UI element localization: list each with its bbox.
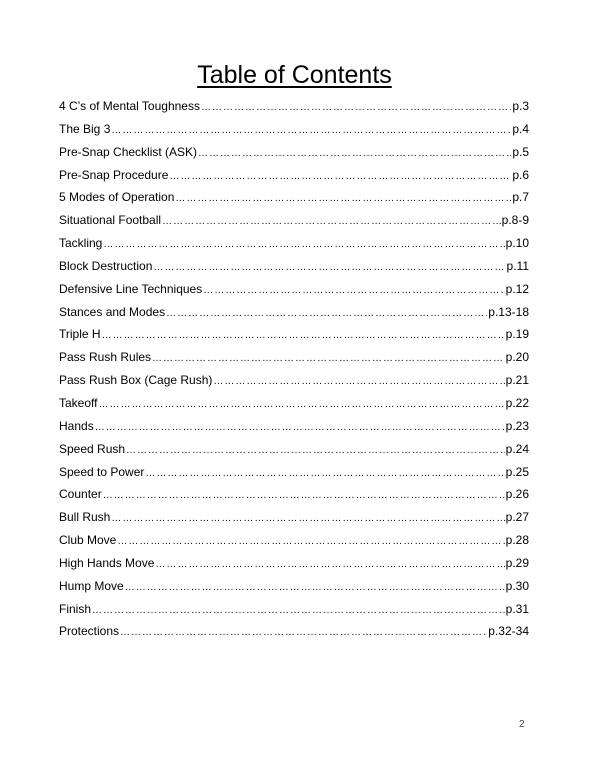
toc-entry-page: p.30 <box>505 578 529 593</box>
toc-entry-label: 4 C’s of Mental Toughness <box>59 99 200 113</box>
toc-dot-leader <box>169 166 511 187</box>
toc-entry-label: Stances and Modes <box>59 304 166 319</box>
toc-entry <box>59 118 529 141</box>
toc-entry-page: p.20 <box>505 350 529 365</box>
toc-entry <box>59 369 529 392</box>
toc-entry <box>59 438 529 461</box>
toc-entry-label: Club Move <box>59 533 117 548</box>
toc-entry-label: Tackling <box>59 236 103 251</box>
toc-dot-leader <box>125 577 505 598</box>
toc-entry-page: p.27 <box>505 510 529 525</box>
toc-entry-page: p.22 <box>505 395 529 410</box>
toc-entry-page: p.11 <box>506 258 529 273</box>
table-of-contents <box>59 95 529 643</box>
toc-entry-label: Counter <box>59 487 102 502</box>
toc-dot-leader <box>198 143 511 164</box>
toc-entry <box>59 255 529 278</box>
toc-entry-page: p.13-18 <box>488 304 529 319</box>
toc-entry-label: Takeoff <box>59 395 98 410</box>
toc-dot-leader <box>103 234 504 255</box>
toc-entry <box>59 575 529 598</box>
toc-entry-label: Pre-Snap Checklist (ASK) <box>59 144 198 159</box>
toc-entry-page: p.21 <box>505 373 529 388</box>
toc-dot-leader <box>153 257 505 278</box>
toc-entry-label: Hands <box>59 418 94 433</box>
toc-entry-label: Bull Rush <box>59 510 111 525</box>
toc-dot-leader <box>203 280 504 301</box>
toc-entry <box>59 95 529 118</box>
toc-dot-leader <box>95 417 505 438</box>
toc-entry-page: p.3 <box>512 99 529 113</box>
page-title: Table of Contents <box>197 61 392 89</box>
toc-entry-label: Protections <box>59 624 120 639</box>
toc-entry-label: Finish <box>59 601 92 616</box>
toc-entry-label: Pass Rush Box (Cage Rush) <box>59 373 213 388</box>
toc-entry-label: Pass Rush Rules <box>59 350 152 365</box>
toc-entry <box>59 598 529 621</box>
toc-dot-leader <box>111 508 504 529</box>
toc-entry-label: Triple H <box>59 327 101 342</box>
toc-entry-page: p.28 <box>505 533 529 548</box>
toc-entry-page: p.7 <box>512 190 529 205</box>
toc-entry-label: Hump Move <box>59 578 124 593</box>
toc-entry-page: p.8-9 <box>501 213 529 228</box>
toc-entry-page: p.32-34 <box>488 624 529 639</box>
toc-entry-label: Speed to Power <box>59 464 145 479</box>
toc-dot-leader <box>166 303 487 324</box>
toc-entry <box>59 278 529 301</box>
toc-entry <box>59 620 529 643</box>
toc-entry <box>59 483 529 506</box>
toc-entry-page: p.25 <box>505 464 529 479</box>
toc-entry <box>59 346 529 369</box>
toc-entry-page: p.24 <box>505 441 529 456</box>
toc-entry-page: p.6 <box>512 167 529 182</box>
toc-dot-leader <box>103 485 505 506</box>
toc-entry-page: p.12 <box>505 281 529 296</box>
toc-entry-page: p.4 <box>512 121 529 136</box>
toc-entry <box>59 232 529 255</box>
toc-dot-leader <box>201 97 511 118</box>
toc-entry <box>59 209 529 232</box>
toc-entry-label: 5 Modes of Operation <box>59 190 175 205</box>
toc-dot-leader <box>145 463 504 484</box>
toc-entry <box>59 301 529 324</box>
toc-entry <box>59 164 529 187</box>
toc-entry-page: p.10 <box>505 236 529 251</box>
toc-dot-leader <box>213 371 504 392</box>
toc-dot-leader <box>92 600 505 621</box>
toc-dot-leader <box>102 325 505 346</box>
toc-entry <box>59 323 529 346</box>
toc-entry-page: p.29 <box>505 555 529 570</box>
toc-entry <box>59 141 529 164</box>
toc-entry-label: Situational Football <box>59 213 162 228</box>
toc-entry-page: p.5 <box>512 144 529 159</box>
toc-entry-label: The Big 3 <box>59 121 111 136</box>
toc-entry-label: High Hands Move <box>59 555 155 570</box>
toc-entry-page: p.26 <box>505 487 529 502</box>
toc-entry <box>59 392 529 415</box>
toc-dot-leader <box>98 394 504 415</box>
toc-entry-page: p.23 <box>505 418 529 433</box>
toc-dot-leader <box>120 622 487 643</box>
toc-dot-leader <box>152 348 505 369</box>
toc-dot-leader <box>111 120 511 141</box>
toc-entry <box>59 186 529 209</box>
toc-entry-label: Defensive Line Techniques <box>59 281 203 296</box>
page-number: 2 <box>519 719 525 730</box>
toc-entry-page: p.19 <box>505 327 529 342</box>
toc-entry-label: Block Destruction <box>59 258 153 273</box>
toc-entry <box>59 506 529 529</box>
toc-dot-leader <box>175 188 511 209</box>
toc-entry-page: p.31 <box>505 601 529 616</box>
toc-entry-label: Pre-Snap Procedure <box>59 167 169 182</box>
toc-entry <box>59 529 529 552</box>
toc-dot-leader <box>155 554 504 575</box>
toc-dot-leader <box>162 211 501 232</box>
toc-entry <box>59 552 529 575</box>
toc-dot-leader <box>126 440 505 461</box>
toc-dot-leader <box>117 531 504 552</box>
toc-entry <box>59 415 529 438</box>
toc-entry-label: Speed Rush <box>59 441 126 456</box>
toc-entry <box>59 461 529 484</box>
